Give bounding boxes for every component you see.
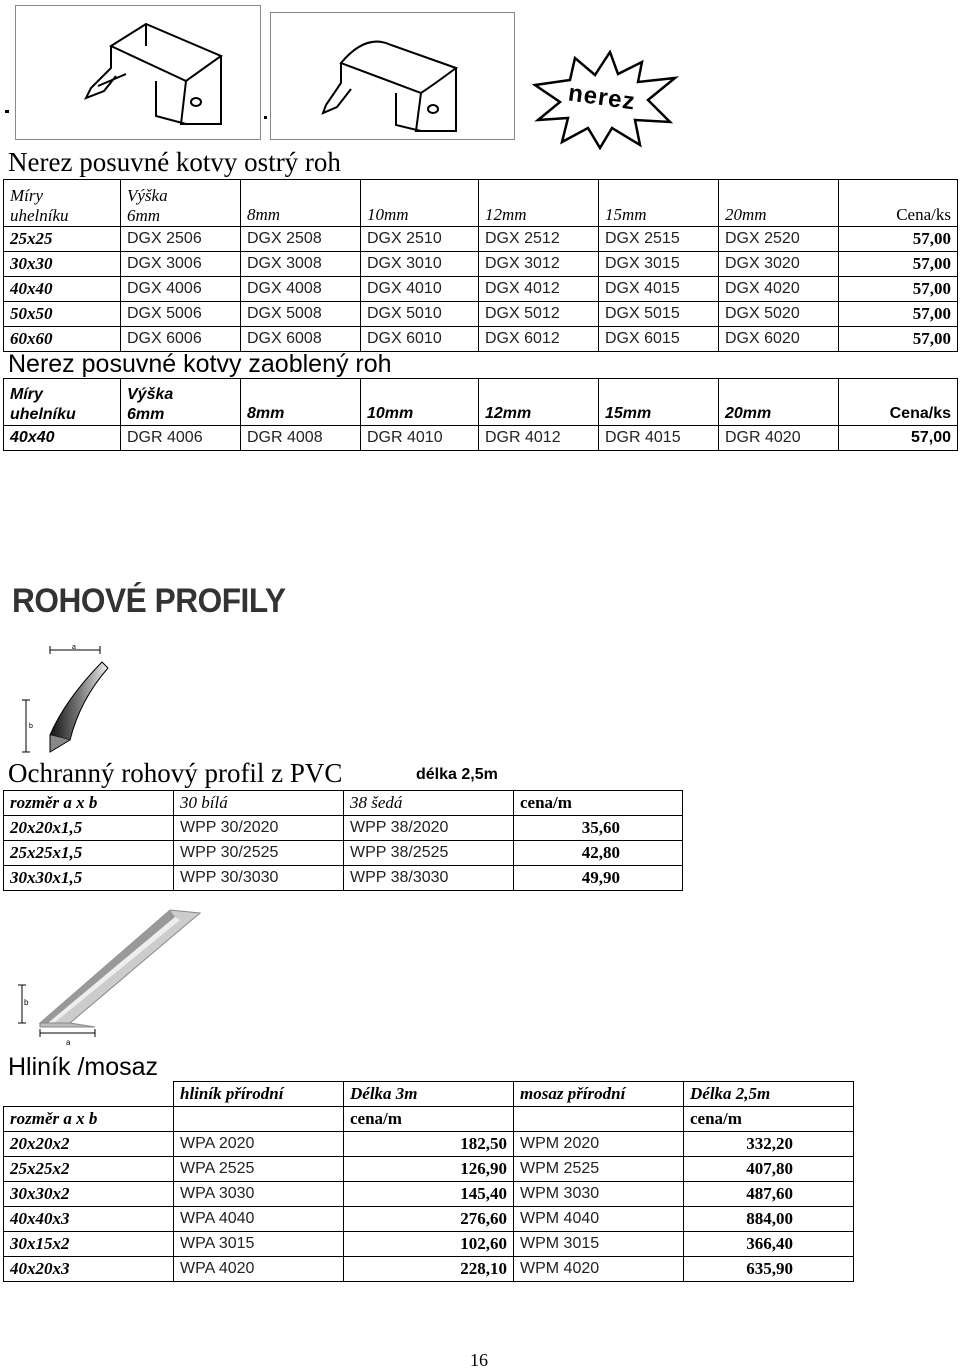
table-row: 50x50 DGX 5006 DGX 5008 DGX 5010 DGX 5012 DGX 5015 DGX 5020 57,00 xyxy=(4,302,958,327)
table-row: 20x20x2 WPA 2020 182,50 WPM 2020 332,20 xyxy=(4,1132,854,1157)
header-size-cell: Míry uhelníku xyxy=(4,180,121,227)
table-header-row xyxy=(4,379,958,426)
table-row: 30x15x2 WPA 3015 102,60 WPM 3015 366,40 xyxy=(4,1232,854,1257)
header-height-cell: Výška 6mm xyxy=(121,180,241,227)
header-height-cell: 8mm xyxy=(241,379,361,426)
table-row: 30x30 DGX 3006 DGX 3008 DGX 3010 DGX 3012 DGX 3015 DGX 3020 57,00 xyxy=(4,252,958,277)
header-height-cell: 20mm xyxy=(719,379,839,426)
svg-text:a: a xyxy=(72,644,76,651)
header-height-cell: 20mm xyxy=(719,180,839,227)
section-title-pvc: Ochranný rohový profil z PVC xyxy=(8,758,343,788)
table-row: 60x60 DGX 6006 DGX 6008 DGX 6010 DGX 6012 DGX 6015 DGX 6020 57,00 xyxy=(4,327,958,352)
section-title-round: Nerez posuvné kotvy zaoblený roh xyxy=(8,350,392,378)
nerez-badge xyxy=(530,50,680,150)
table-row: 20x20x1,5 WPP 30/2020 WPP 38/2020 35,60 xyxy=(4,816,683,841)
table-row: 25x25 DGX 2506 DGX 2508 DGX 2510 DGX 2512 DGX 2515 DGX 2520 57,00 xyxy=(4,227,958,252)
header-price-cell: Cena/ks xyxy=(839,379,958,426)
header-height-cell: 10mm xyxy=(361,180,479,227)
table-row: 40x40 DGR 4006 DGR 4008 DGR 4010 DGR 4012 DGR 4015 DGR 4020 57,00 xyxy=(4,426,958,451)
pvc-profile-illustration xyxy=(20,640,120,755)
svg-text:b: b xyxy=(24,998,29,1007)
header-height-cell: Výška 6mm xyxy=(121,379,241,426)
table-header-row: rozměr a x b cena/m cena/m xyxy=(4,1107,854,1132)
dot-mark xyxy=(5,110,9,113)
header-height-cell: 15mm xyxy=(599,379,719,426)
svg-text:b: b xyxy=(29,723,33,730)
section-title-hlinik: Hliník /mosaz xyxy=(8,1053,159,1081)
dot-mark xyxy=(264,116,267,119)
header-height-cell: 10mm xyxy=(361,379,479,426)
page-number: 16 xyxy=(470,1350,488,1370)
hlinik-mosaz-table xyxy=(3,1081,854,1282)
table-header-row: rozměr a x b 30 bílá 38 šedá cena/m xyxy=(4,791,683,816)
table-header-row: hliník přírodní Délka 3m mosaz přírodní Délka 2,5m xyxy=(4,1082,854,1107)
pvc-profile-table xyxy=(3,790,683,891)
header-height-cell: 15mm xyxy=(599,180,719,227)
table-row: 40x20x3 WPA 4020 228,10 WPM 4020 635,90 xyxy=(4,1257,854,1282)
header-height-cell: 12mm xyxy=(479,180,599,227)
aluminium-profile-illustration xyxy=(10,905,210,1050)
table-row: 40x40x3 WPA 4040 276,60 WPM 4040 884,00 xyxy=(4,1207,854,1232)
table-row: 30x30x1,5 WPP 30/3030 WPP 38/3030 49,90 xyxy=(4,866,683,891)
round-anchor-table xyxy=(3,378,958,451)
section-title-sharp: Nerez posuvné kotvy ostrý roh xyxy=(8,147,341,177)
header-size-cell: Míry uhelníku xyxy=(4,379,121,426)
sharp-anchor-table xyxy=(3,179,958,352)
anchor-round-illustration xyxy=(270,12,515,140)
header-price-cell: Cena/ks xyxy=(839,180,958,227)
pvc-length-note: délka 2,5m xyxy=(416,766,498,783)
table-row: 40x40 DGX 4006 DGX 4008 DGX 4010 DGX 4012 DGX 4015 DGX 4020 57,00 xyxy=(4,277,958,302)
table-row: 25x25x2 WPA 2525 126,90 WPM 2525 407,80 xyxy=(4,1157,854,1182)
table-row: 25x25x1,5 WPP 30/2525 WPP 38/2525 42,80 xyxy=(4,841,683,866)
anchor-sharp-illustration xyxy=(15,5,261,140)
svg-text:a: a xyxy=(66,1038,71,1047)
rohove-profily-logo: ROHOVÉ PROFILY xyxy=(12,582,286,620)
table-row: 30x30x2 WPA 3030 145,40 WPM 3030 487,60 xyxy=(4,1182,854,1207)
badge-text: nerez xyxy=(566,79,638,116)
header-height-cell: 8mm xyxy=(241,180,361,227)
table-header-row xyxy=(4,180,958,227)
header-height-cell: 12mm xyxy=(479,379,599,426)
